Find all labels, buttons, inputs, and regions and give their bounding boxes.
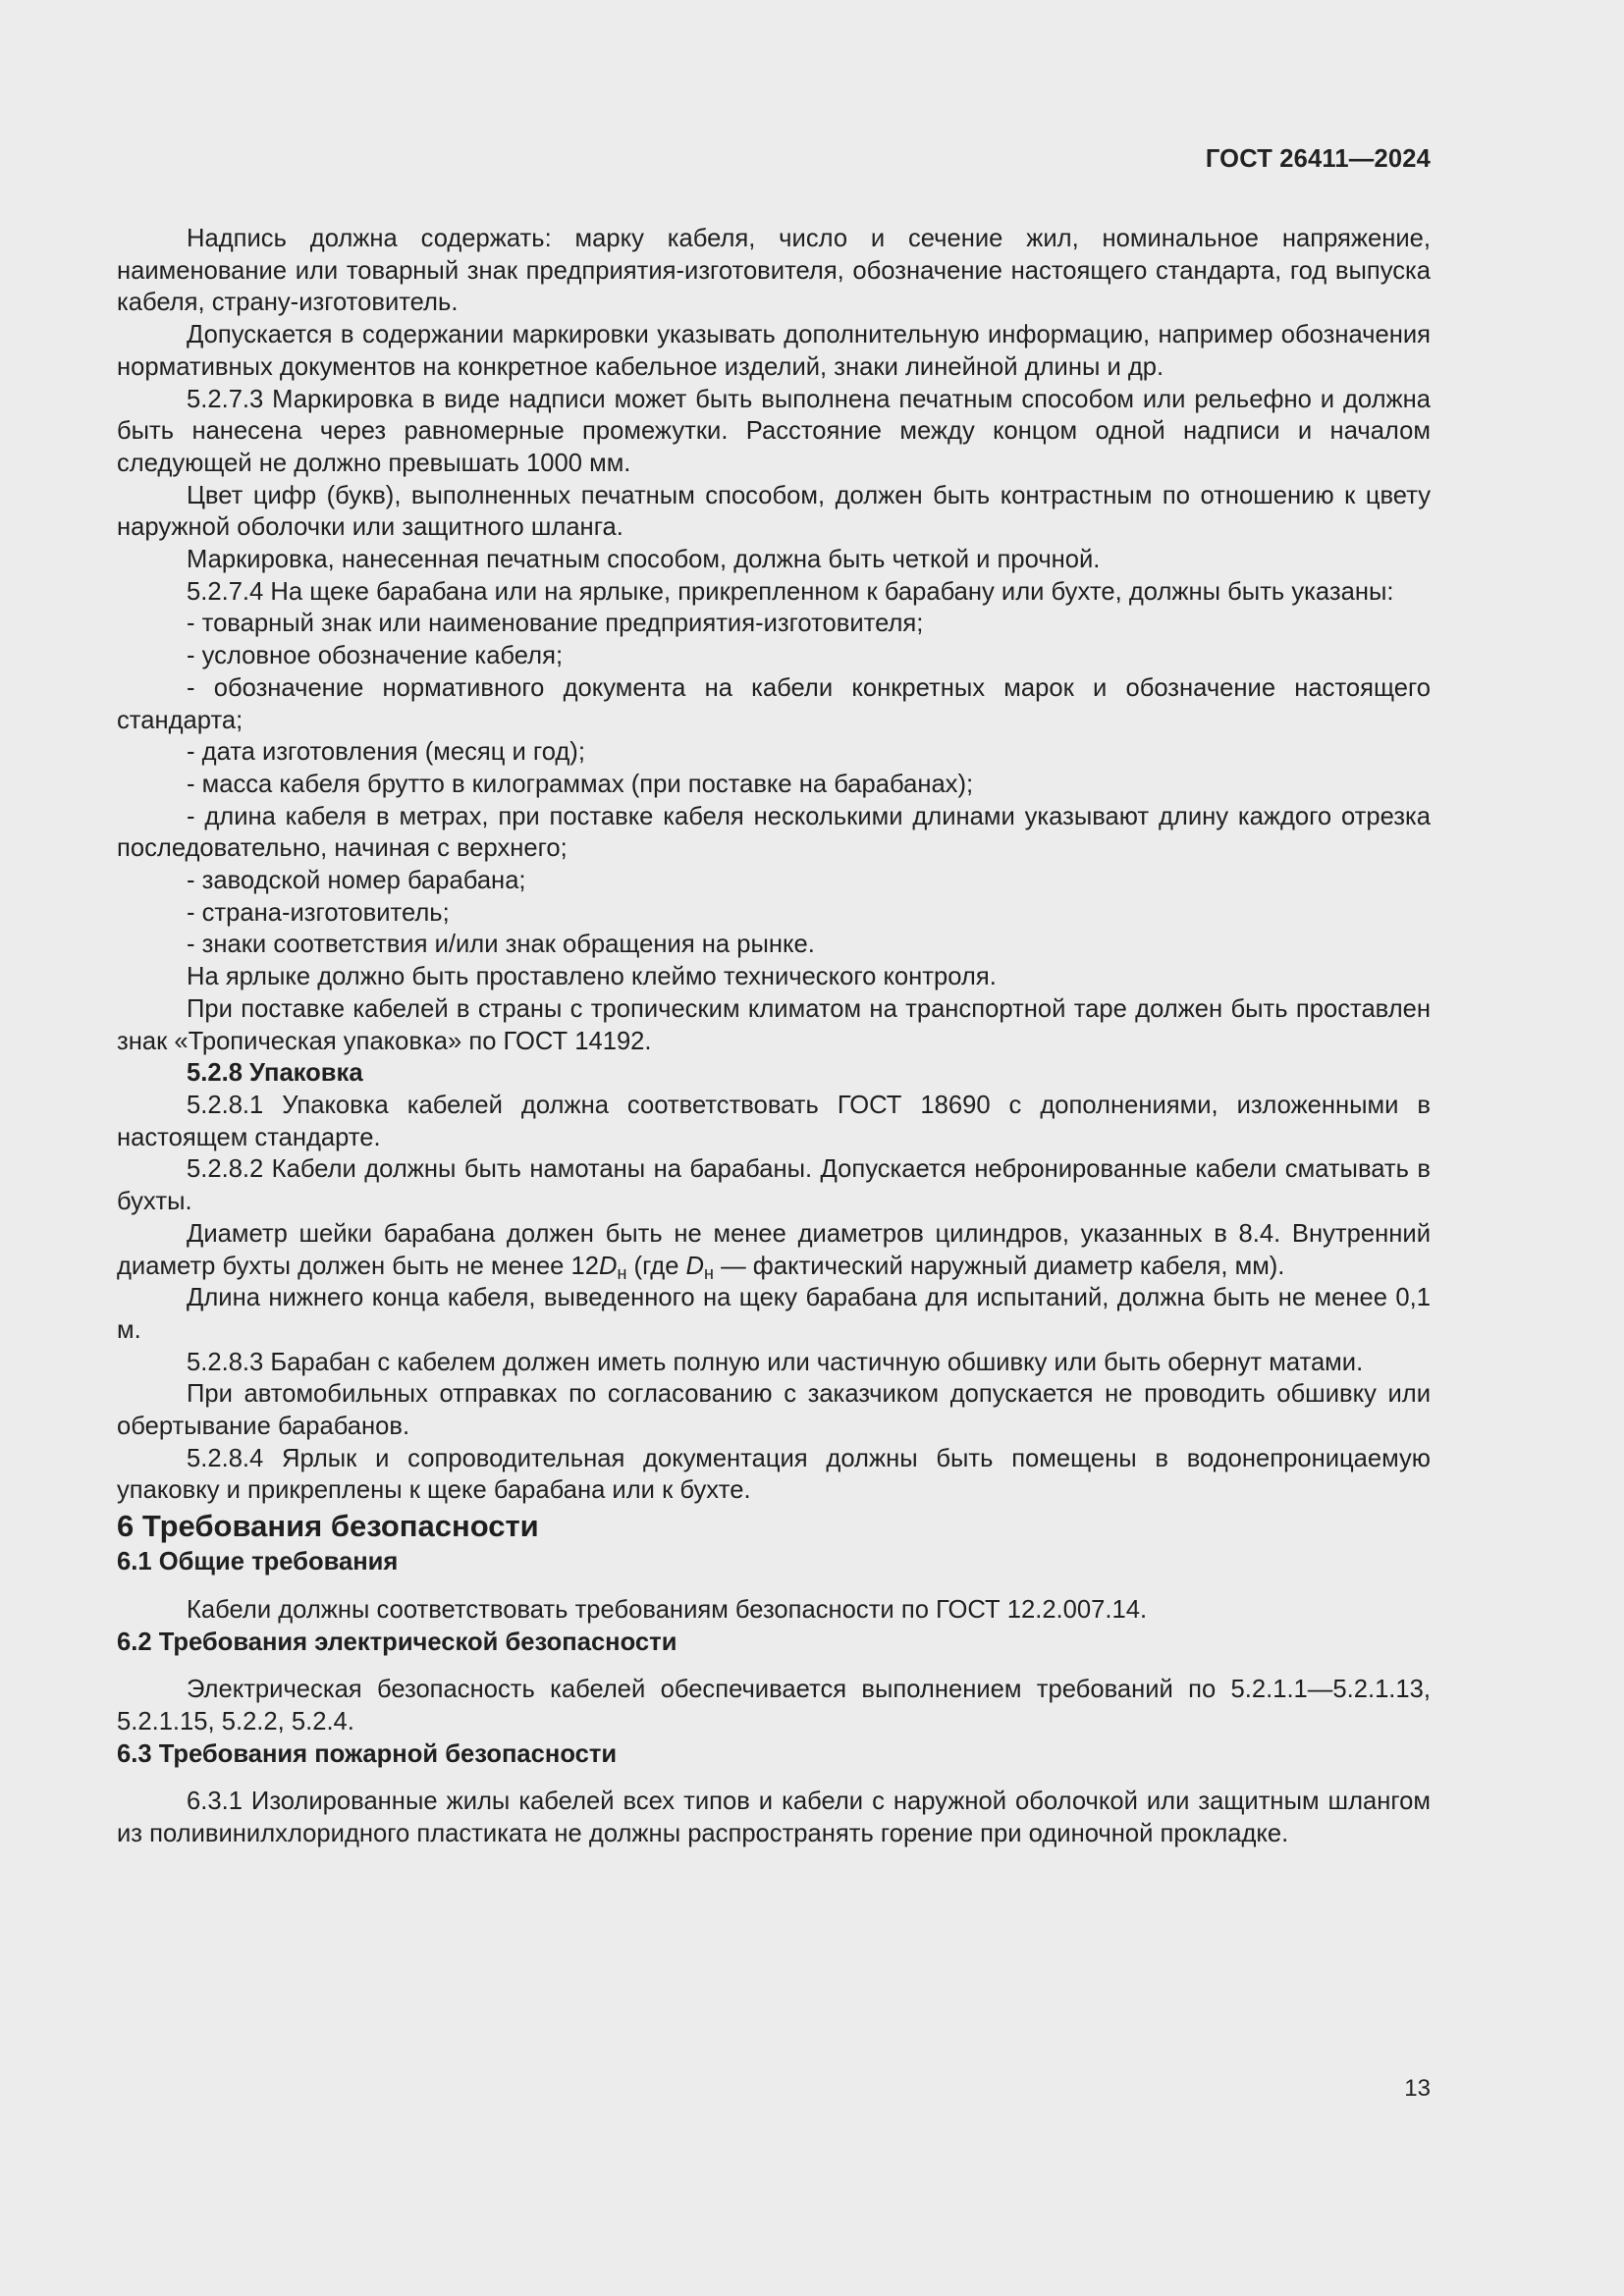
- paragraph: Длина нижнего конца кабеля, выведенного на щеку барабана для испытаний, должна быть не менее 0,1 м.: [117, 1284, 1431, 1344]
- paragraph-5-2-8-2: 5.2.8.2 Кабели должны быть намотаны на барабаны. Допускается небронированные кабели сматывать в бухты.: [117, 1155, 1431, 1216]
- list-item: - условное обозначение кабеля;: [187, 642, 564, 670]
- list-item: - дата изготовления (месяц и год);: [187, 738, 585, 767]
- subscript: н: [617, 1262, 627, 1283]
- paragraph-5-2-7-4: 5.2.7.4 На щеке барабана или на ярлыке, прикрепленном к барабану или бухте, должны быть указаны:: [187, 577, 1394, 606]
- subsection-heading-6-1: 6.1 Общие требования: [117, 1548, 399, 1576]
- document-header: ГОСТ 26411—2024: [1205, 145, 1431, 173]
- list-item: - товарный знак или наименование предприятия-изготовителя;: [187, 610, 924, 638]
- paragraph-6-3-1: 6.3.1 Изолированные жилы кабелей всех типов и кабели с наружной оболочкой или защитным шлангом из поливинилхлоридного пластиката не должны распространять горение при одиночной прокладке.: [117, 1788, 1431, 1848]
- page-number: 13: [1404, 2075, 1431, 2102]
- symbol: D: [599, 1252, 618, 1280]
- paragraph: Цвет цифр (букв), выполненных печатным способом, должен быть контрастным по отношению к цвету наружной оболочки или защитного шланга.: [117, 481, 1431, 542]
- subsection-heading-5-2-8: 5.2.8 Упаковка: [187, 1059, 363, 1088]
- symbol: D: [685, 1252, 705, 1280]
- paragraph: Надпись должна содержать: марку кабеля, число и сечение жил, номинальное напряжение, наименование или товарный знак предприятия-изготовителя, обозначение настоящего стандарта, год выпуска кабеля, страну-изготовитель.: [117, 225, 1431, 317]
- paragraph: При поставке кабелей в страны с тропическим климатом на транспортной таре должен быть проставлен знак «Тропическая упаковка» по ГОСТ 14192.: [117, 994, 1431, 1055]
- paragraph-5-2-7-3: 5.2.7.3 Маркировка в виде надписи может быть выполнена печатным способом или рельефно и должна быть нанесена через равномерные промежутки. Расстояние между концом одной надписи и началом следующей не должно превышать 1000 мм.: [117, 385, 1431, 477]
- paragraph-5-2-8-1: 5.2.8.1 Упаковка кабелей должна соответствовать ГОСТ 18690 с дополнениями, изложенными в настоящем стандарте.: [117, 1091, 1431, 1151]
- paragraph-5-2-8-3: 5.2.8.3 Барабан с кабелем должен иметь полную или частичную обшивку или быть обернут матами.: [187, 1348, 1364, 1376]
- paragraph: Кабели должны соответствовать требованиям безопасности по ГОСТ 12.2.007.14.: [187, 1595, 1148, 1624]
- list-item: - обозначение нормативного документа на кабели конкретных марок и обозначение настоящего стандарта;: [117, 673, 1431, 734]
- text: Диаметр шейки барабана должен быть не менее диаметров цилиндров, указанных в 8.4. Внутренний диаметр бухты должен быть не менее 12: [117, 1219, 1431, 1280]
- paragraph: При автомобильных отправках по согласованию с заказчиком допускается не проводить обшивку или обертывание барабанов.: [117, 1380, 1431, 1441]
- paragraph: Допускается в содержании маркировки указывать дополнительную информацию, например обозначения нормативных документов на конкретное кабельное изделий, знаки линейной длины и др.: [117, 321, 1431, 381]
- list-item: - длина кабеля в метрах, при поставке кабеля несколькими длинами указывают длину каждого отрезка последовательно, начиная с верхнего;: [117, 802, 1431, 863]
- subsection-heading-6-3: 6.3 Требования пожарной безопасности: [117, 1739, 618, 1768]
- text: (где: [626, 1252, 686, 1280]
- paragraph-5-2-8-4: 5.2.8.4 Ярлык и сопроводительная документация должны быть помещены в водонепроницаемую упаковку и прикреплены к щеке барабана или к бухте.: [117, 1444, 1431, 1505]
- list-item: - страна-изготовитель;: [187, 898, 450, 927]
- paragraph: Маркировка, нанесенная печатным способом, должна быть четкой и прочной.: [187, 546, 1101, 574]
- paragraph-drum-diameter: [117, 1218, 1431, 1282]
- paragraph: Электрическая безопасность кабелей обеспечивается выполнением требований по 5.2.1.1—5.2.1.13, 5.2.1.15, 5.2.2, 5.2.4.: [117, 1676, 1431, 1735]
- text: — фактический наружный диаметр кабеля, мм).: [713, 1252, 1285, 1280]
- list-item: - знаки соответствия и/или знак обращения на рынке.: [187, 931, 815, 959]
- paragraph: На ярлыке должно быть проставлено клеймо технического контроля.: [187, 963, 997, 991]
- list-item: - масса кабеля брутто в килограммах (при поставке на барабанах);: [187, 770, 974, 798]
- list-item: - заводской номер барабана;: [187, 867, 526, 895]
- document-body: [117, 223, 1431, 1850]
- section-heading-6: 6 Требования безопасности: [117, 1509, 539, 1544]
- subscript: н: [704, 1262, 714, 1283]
- subsection-heading-6-2: 6.2 Требования электрической безопасности: [117, 1628, 677, 1656]
